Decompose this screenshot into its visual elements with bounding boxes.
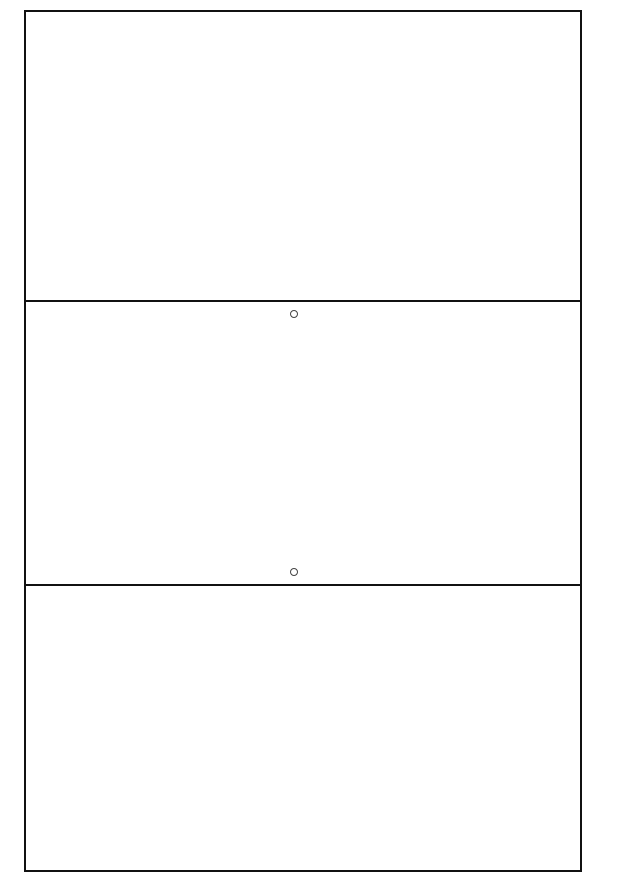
section-divider-top <box>24 300 582 302</box>
ornament-dot <box>290 310 298 318</box>
ornament-dot <box>290 568 298 576</box>
page-frame <box>24 10 582 872</box>
section-divider-bottom <box>24 584 582 586</box>
